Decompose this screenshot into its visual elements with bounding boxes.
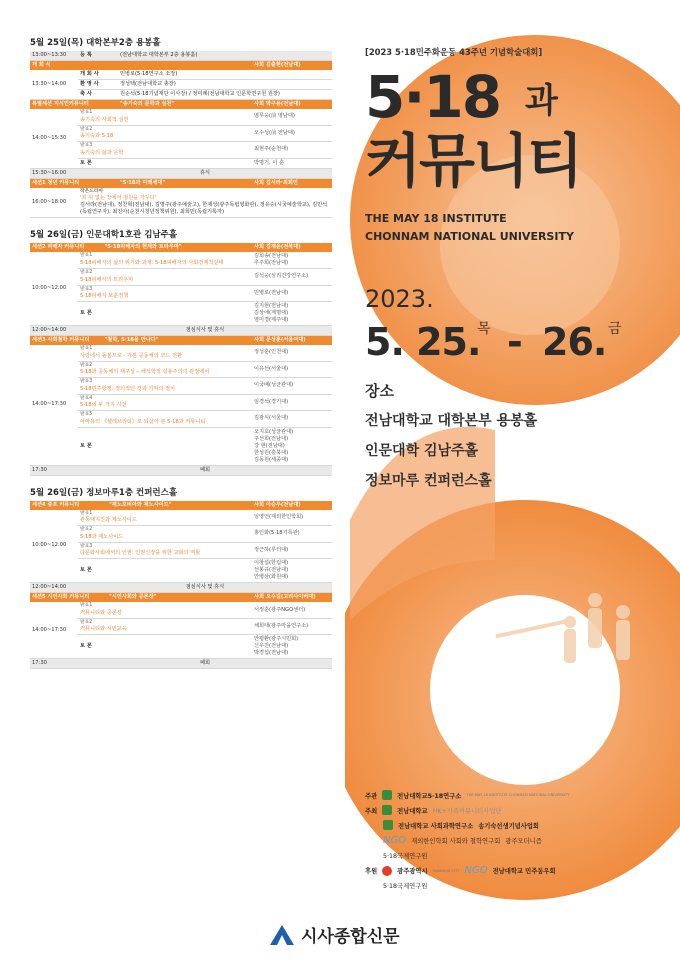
presentation-title: 송기숙과 5·18 (80, 133, 114, 140)
sponsors-block (365, 790, 675, 895)
day1-table (30, 51, 332, 218)
time: 12:00~14:00 (30, 326, 78, 336)
time: 17:30 (30, 465, 78, 475)
presentation-title: 5·18의 두 가지 시선 (80, 402, 127, 409)
speaker: 오지호(성균관대) (254, 428, 294, 435)
poster-panel (345, 0, 680, 962)
label: 발표2 (80, 362, 93, 368)
presentation-title: 커뮤니티와 공론장 (80, 609, 122, 616)
ngo-logo-icon: NGO (383, 835, 407, 846)
break: 점심식사 및 휴식 (78, 583, 332, 593)
moderator: 사회 이승우(전남대) (252, 501, 332, 510)
gwangju-logo-icon (382, 866, 392, 876)
speaker: 주선희(전남대) (254, 435, 289, 442)
supporter-1-en: GWANGJU CITY (432, 868, 460, 873)
speaker: 이창섭(한림대) (254, 560, 289, 567)
label: 발표1 (80, 253, 93, 259)
label: 발표1 (80, 510, 93, 516)
moderator: 사회 문성훈(서울여대) (252, 336, 332, 346)
time: 14:00~17:30 (30, 345, 78, 465)
speaker: 박경섭(전남대) (254, 650, 289, 657)
label: 환 영 사 (78, 80, 118, 90)
label: 개 회 사 (78, 70, 118, 80)
speaker: 선봉규(전남대) (254, 567, 289, 574)
time: 16:00~18:00 (30, 188, 78, 218)
time: 13:30~14:00 (30, 70, 78, 100)
label: 발표2 (80, 126, 93, 132)
speaker: 강 현(전남대) (254, 442, 285, 449)
session-theme: "철학, 5·18을 만나다" (103, 336, 252, 346)
session-label: 세션2 피해자 커뮤니티 (30, 243, 103, 252)
presentation-title: 5·18피해자의 삶의 위기와 과제: 5·18피해자의 사회경제적실태 (80, 259, 224, 266)
presentation-title: '죄 뒤 없는 장에서 점원을 가꾸다' (80, 195, 157, 202)
supporter-1: 광주광역시 (397, 868, 428, 875)
organizer-label: 주최 (365, 807, 378, 815)
time: 14:00~17:30 (30, 602, 78, 659)
presentation-title: 관동대지진과 제노사이드 (80, 517, 137, 524)
time: 15:30~16:00 (30, 168, 78, 178)
program-schedule (30, 30, 332, 669)
speaker: 김석웅(심리건강연구소) (252, 269, 332, 285)
session-label: 세션5 시민사회 커뮤니티 (30, 593, 107, 603)
press-logo-icon (268, 923, 296, 947)
title-community: 커뮤니티 (365, 127, 582, 195)
label: 토 론 (78, 302, 252, 326)
press-name: 시사종합신문 (301, 927, 400, 947)
label: 발표2 (80, 270, 93, 276)
university-logo-icon (383, 820, 393, 830)
organizer-1: 전남대학교 (397, 807, 428, 815)
moderator: 사회 김서라·최희민 (252, 178, 332, 188)
presentation-title: 5·18민주항쟁: 정의적인 것과 기억의 정치 (80, 385, 176, 392)
host-label: 주관 (365, 792, 378, 800)
moderator: 사회 오수길(고려사이버대) (252, 593, 332, 603)
speaker: 안병삼(화원대) (254, 574, 289, 581)
venue-3: 정보마루 컨퍼런스홀 (365, 473, 492, 489)
supporter-label: 후원 (365, 868, 378, 875)
speaker: 민병로(전남대) (252, 285, 332, 301)
organizer-3b: 광주모더니즘 (505, 838, 542, 845)
event-year: 2023. (365, 285, 434, 313)
time: 12:00~14:00 (30, 583, 78, 593)
presentation-title: 아마유의 《셀레브리티》로 되살아 본 5·18과 커뮤니티 (80, 418, 206, 425)
event-dow-end: 금 (608, 321, 622, 337)
presentation-title: 다문화사회에서의 인권: 인권신장을 위한 교회의 역할 (80, 550, 201, 557)
session-theme: "송기숙의 문학과 실천" (118, 100, 252, 110)
speaker: 이유선(서울대) (252, 361, 332, 377)
time: 10:00~12:00 (30, 510, 78, 583)
session-theme: "5·18과 미래세대" (118, 178, 252, 188)
label: 발표1 (80, 603, 93, 609)
speaker: 오수성(前 전남대) (252, 125, 332, 141)
title-518: 5·18 (365, 63, 501, 131)
speaker: 신우진(전남대) (254, 643, 289, 650)
speaker: 임경석(경기대) (252, 394, 332, 410)
speaker: 최현주(순천대) (252, 142, 332, 158)
time: 17:30 (30, 659, 78, 669)
speaker: 임영언(재외한인학회) (252, 510, 332, 526)
speaker: 김희송(전남대) (254, 253, 289, 260)
speaker: 염무웅(前 영남대) (252, 109, 332, 125)
day2b-heading: 5월 26일(금) 정보마루1층 컨퍼런스홀 (30, 487, 178, 498)
presentation-title: 5·18과 공동체의 재구성 – 해석학적 실용주의의 관점에서 (80, 369, 210, 376)
supporter-3: 5·18국제연구원 (383, 883, 428, 890)
label: 발표3 (80, 286, 93, 292)
speaker: 김동원(세종대) (254, 456, 289, 463)
label: 발표3 (80, 379, 93, 385)
speaker: 안평환(광주시민회) (254, 636, 299, 643)
university-logo-icon (382, 805, 392, 815)
label: 발표1 (80, 110, 93, 116)
session-theme: "5·18피해자의 현재와 트라우마" (103, 243, 252, 252)
press-watermark (268, 922, 400, 947)
speaker: 정근하(루터대) (252, 542, 332, 558)
moderator: 사회 김출현(전남대) (252, 61, 332, 71)
speaker: 박명기, 이 훈 (252, 158, 332, 168)
speaker: 한성원(충북대) (254, 449, 289, 456)
closing: 폐회 (78, 659, 332, 669)
session-label: 세션3 사회철학 커뮤니티 (30, 336, 103, 346)
time: 10:00~12:00 (30, 252, 78, 326)
supporter-2: 전남대학교 민주동우회 (492, 868, 556, 875)
session-theme: "시민사회와 공론장" (107, 593, 252, 603)
organizer-3: 재외한인학회 사회와 철학연구회 (411, 838, 501, 845)
host-1: 전남대학교5·18연구소 (397, 792, 462, 800)
presentation-title: 5·18피해자 보훈정책 (80, 293, 129, 300)
label: 발표2 (80, 619, 93, 625)
institute-name-line1: THE MAY 18 INSTITUTE (365, 212, 507, 225)
break: 점심식사 및 휴식 (78, 326, 332, 336)
speaker: 김상애(계명대) (254, 310, 289, 317)
presentation-title: 사랑에서 돌봄으로 - 기본 공동체의 코드 전환 (80, 352, 182, 359)
date-dash: - (507, 320, 523, 364)
label: 작은드라마 (80, 188, 104, 194)
speaker: 민병로(5·18연구소 소장) (118, 70, 332, 80)
speaker: 정성택(전남대학교 총장) (118, 80, 332, 90)
label: 발표4 (80, 395, 93, 401)
speaker: 정성훈(인천대) (252, 345, 332, 361)
label: 발표2 (80, 527, 93, 533)
session-label: 세션1 청년 커뮤니티 (30, 178, 118, 188)
label: 토 론 (78, 635, 252, 659)
label: 발표3 (80, 543, 93, 549)
organizer-1b: HK+가족커뮤니티사업단 (432, 807, 502, 815)
day2a-table (30, 243, 332, 476)
closing: 폐회 (78, 465, 332, 475)
break: 휴식 (78, 168, 332, 178)
session-theme: "제노포비아와 제노사이드" (107, 501, 252, 510)
label: 발표1 (80, 346, 93, 352)
venue-1: 전남대학교 대학본부 용봉홀 (365, 413, 538, 429)
day2a-heading: 5월 26일(금) 인문대학1호관 김남주홀 (30, 230, 178, 241)
moderator: 사회 박구용(전남대) (252, 100, 332, 110)
moderator: 사회 김재윤(전북대) (252, 243, 332, 252)
presentation-title: 송기숙의 삶과 문학 (80, 149, 124, 156)
day2b-table (30, 501, 332, 670)
label: 등 록 (78, 51, 118, 61)
institute-logo-icon (382, 790, 392, 800)
institute-name-line2: CHONNAM NATIONAL UNIVERSITY (365, 230, 574, 243)
event-date-end: 26. (542, 320, 607, 364)
speaker: 홍인화(5·18기록관) (252, 526, 332, 542)
label: 토 론 (78, 158, 252, 168)
speaker: 원순석(5·18기념재단 이사장) / 정미례(전남대학교 인문학연구원 원장) (118, 90, 332, 100)
speaker: 추주희(전남대) (254, 260, 289, 267)
event-dow-start: 목 (477, 321, 491, 337)
participants: 김서라(전남대), 정찬혁(전남대), 김명주(광주예술고), 한재성(광주독립영화관), 정유승(시국예술학교), 김민석(독립연구자), 최진아(순천시청년정책위원), 최희민(독립기록자) (80, 202, 328, 216)
organizer-2b: 송기숙선생기념사업회 (478, 822, 540, 830)
speaker: 서정훈(광주NGO센터) (252, 602, 332, 618)
time: 14:00~15:30 (30, 109, 78, 168)
organizer-2: 전남대학교 사회과학연구소 (398, 822, 474, 830)
label: 발표5 (80, 412, 93, 418)
presentation-title: 커뮤니티와 시민교육 (80, 626, 127, 633)
organizer-4: 5·18국제연구원 (383, 853, 428, 860)
event-date-start: 5. 25. (365, 320, 481, 364)
venue-2: 인문대학 김남주홀 (365, 443, 479, 459)
speaker: 이국배(성균관대) (252, 378, 332, 394)
session-label: 개 회 식 (30, 61, 252, 71)
event-subtitle: [2023 5·18민주화운동 43주년 기념학술대회] (365, 47, 543, 57)
speaker: 채희태(광주마을연구소) (252, 618, 332, 634)
time: 13:00~13:30 (30, 51, 78, 61)
ngo-logo-icon: NGO (464, 865, 488, 876)
session-label: 세션4 중포 커뮤니티 (30, 501, 107, 510)
speaker: 김광식(서울대) (252, 411, 332, 427)
host-1-en: THE MAY 18 INSTITUTE CHONNAM NATIONAL UNIVERSITY (466, 793, 570, 797)
label: 토 론 (78, 427, 252, 465)
day1-heading: 5월 25일(목) 대학본부2층 용봉홀 (30, 38, 161, 48)
speaker: 염미경(제주대) (254, 317, 289, 324)
speaker: 김지현(전남대) (254, 303, 289, 310)
title-gwa: 과 (525, 81, 558, 121)
session-label: 특별세션 지식인커뮤니티 (30, 100, 118, 110)
presentation-title: 5·18과 제노사이드 (80, 533, 124, 540)
presentation-title: 5·18피해자의 트라우마 (80, 276, 134, 283)
venue-label: 장소 (365, 382, 394, 400)
content: (전남대학교 대학본부 2층 용봉홀) (118, 51, 332, 61)
presentation-title: 송기숙의 사회적 실천 (80, 116, 129, 123)
label: 발표3 (80, 143, 93, 149)
label: 축 사 (78, 90, 118, 100)
label: 토 론 (78, 559, 252, 583)
